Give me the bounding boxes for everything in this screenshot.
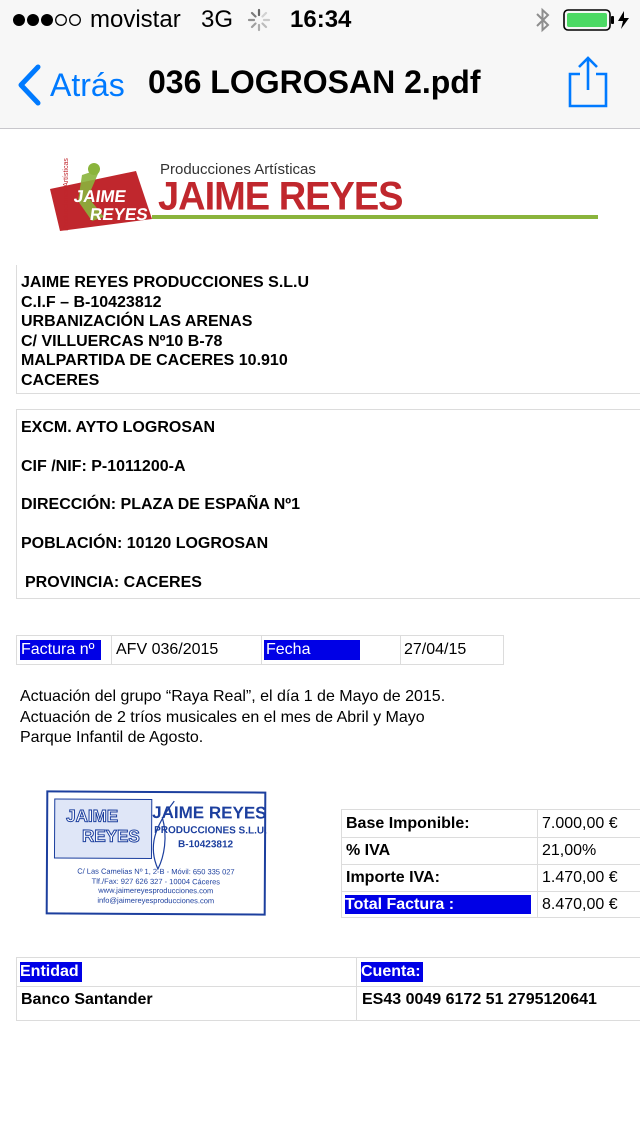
client-block: [16, 409, 640, 599]
client-province: PROVINCIA: CACERES: [25, 574, 202, 591]
invoice-header-row: [16, 635, 504, 665]
bluetooth-icon: [534, 7, 552, 33]
logo-subtitle: Producciones Artísticas: [160, 161, 316, 178]
invoice-date: 27/04/15: [404, 641, 467, 658]
iva-rate-value: 21,00%: [542, 842, 597, 859]
signal-strength-icon: [12, 13, 84, 27]
bank-table: [16, 957, 640, 1021]
stamp-badge-top: JAIME: [66, 806, 119, 826]
clock: 16:34: [290, 6, 352, 33]
status-bar: [0, 0, 640, 40]
issuer-town: MALPARTIDA DE CACERES 10.910: [21, 352, 288, 369]
iva-amount-label: Importe IVA:: [346, 869, 440, 886]
share-button[interactable]: [566, 54, 610, 110]
stamp-name: JAIME REYES: [152, 802, 267, 823]
company-stamp: [46, 790, 267, 915]
share-icon: [566, 54, 610, 110]
iva-rate-label: % IVA: [346, 842, 391, 859]
client-town: POBLACIÓN: 10120 LOGROSAN: [21, 535, 269, 552]
totals-table: [341, 809, 640, 918]
issuer-province: CACERES: [21, 371, 100, 389]
stamp-company: PRODUCCIONES S.L.U.: [154, 824, 267, 837]
document-title: 036 LOGROSAN 2.pdf: [148, 64, 481, 100]
back-button[interactable]: [16, 62, 146, 108]
client-cif: CIF /NIF: P-1011200-A: [21, 458, 186, 475]
carrier-name: movistar: [90, 6, 181, 33]
stamp-badge-bottom: REYES: [82, 826, 140, 846]
bank-account-label: Cuenta:: [361, 962, 423, 982]
stamp-web: www.jaimereyesproducciones.com: [98, 885, 214, 896]
total-factura-value: 8.470,00 €: [542, 896, 618, 913]
description-line: Actuación del grupo “Raya Real”, el día 1 de Mayo de 2015.: [20, 688, 446, 705]
stamp-address: C/ Las Camelias Nº 1, 2-B - Móvil: 650 335 027: [77, 866, 235, 877]
network-type: 3G: [201, 6, 234, 33]
signature-icon: [144, 797, 184, 877]
issuer-block: [16, 265, 640, 394]
logo-badge-top: JAIME: [72, 187, 128, 206]
stamp-cif: B-10423812: [178, 839, 234, 851]
stamp-phone: Tlf./Fax: 927 626 327 - 10004 Cáceres: [91, 876, 221, 886]
base-imponible-value: 7.000,00 €: [542, 815, 618, 832]
company-logo: [48, 158, 600, 261]
stamp-email: info@jaimereyesproducciones.com: [97, 895, 215, 905]
logo-name: JAIME REYES: [158, 175, 403, 220]
invoice-date-label: Fecha: [264, 640, 360, 660]
issuer-street: C/ VILLUERCAS Nº10 B-78: [21, 332, 223, 350]
issuer-cif: C.I.F – B-10423812: [21, 293, 162, 311]
iva-amount-value: 1.470,00 €: [542, 869, 618, 886]
bank-entity-label: Entidad: [20, 962, 82, 982]
issuer-urbanization: URBANIZACIÓN LAS ARENAS: [21, 313, 253, 330]
invoice-number: AFV 036/2015: [116, 641, 219, 658]
base-imponible-label: Base Imponible:: [346, 815, 470, 832]
pdf-page: [0, 129, 640, 1136]
client-address: DIRECCIÓN: PLAZA DE ESPAÑA Nº1: [21, 496, 301, 513]
invoice-number-label: Factura nº: [20, 640, 101, 660]
bank-account-value: ES43 0049 6172 51 2795120641: [362, 991, 597, 1008]
description-line: Actuación de 2 tríos musicales en el mes de Abril y Mayo: [20, 708, 425, 726]
logo-badge-bottom: REYES: [88, 205, 150, 224]
bank-entity-value: Banco Santander: [21, 991, 153, 1008]
total-factura-label: Total Factura :: [345, 895, 531, 914]
battery-icon: [563, 9, 633, 31]
issuer-company-name: JAIME REYES PRODUCCIONES S.L.U: [21, 274, 310, 291]
activity-spinner-icon: [247, 8, 271, 32]
description-line: Parque Infantil de Agosto.: [20, 729, 204, 746]
client-name: EXCM. AYTO LOGROSAN: [21, 419, 216, 436]
back-button-label: Atrás: [50, 66, 125, 103]
chevron-left-icon: [16, 63, 42, 107]
logo-badge-side: Producciones Artísticas: [62, 158, 70, 231]
invoice-description: [20, 687, 445, 749]
